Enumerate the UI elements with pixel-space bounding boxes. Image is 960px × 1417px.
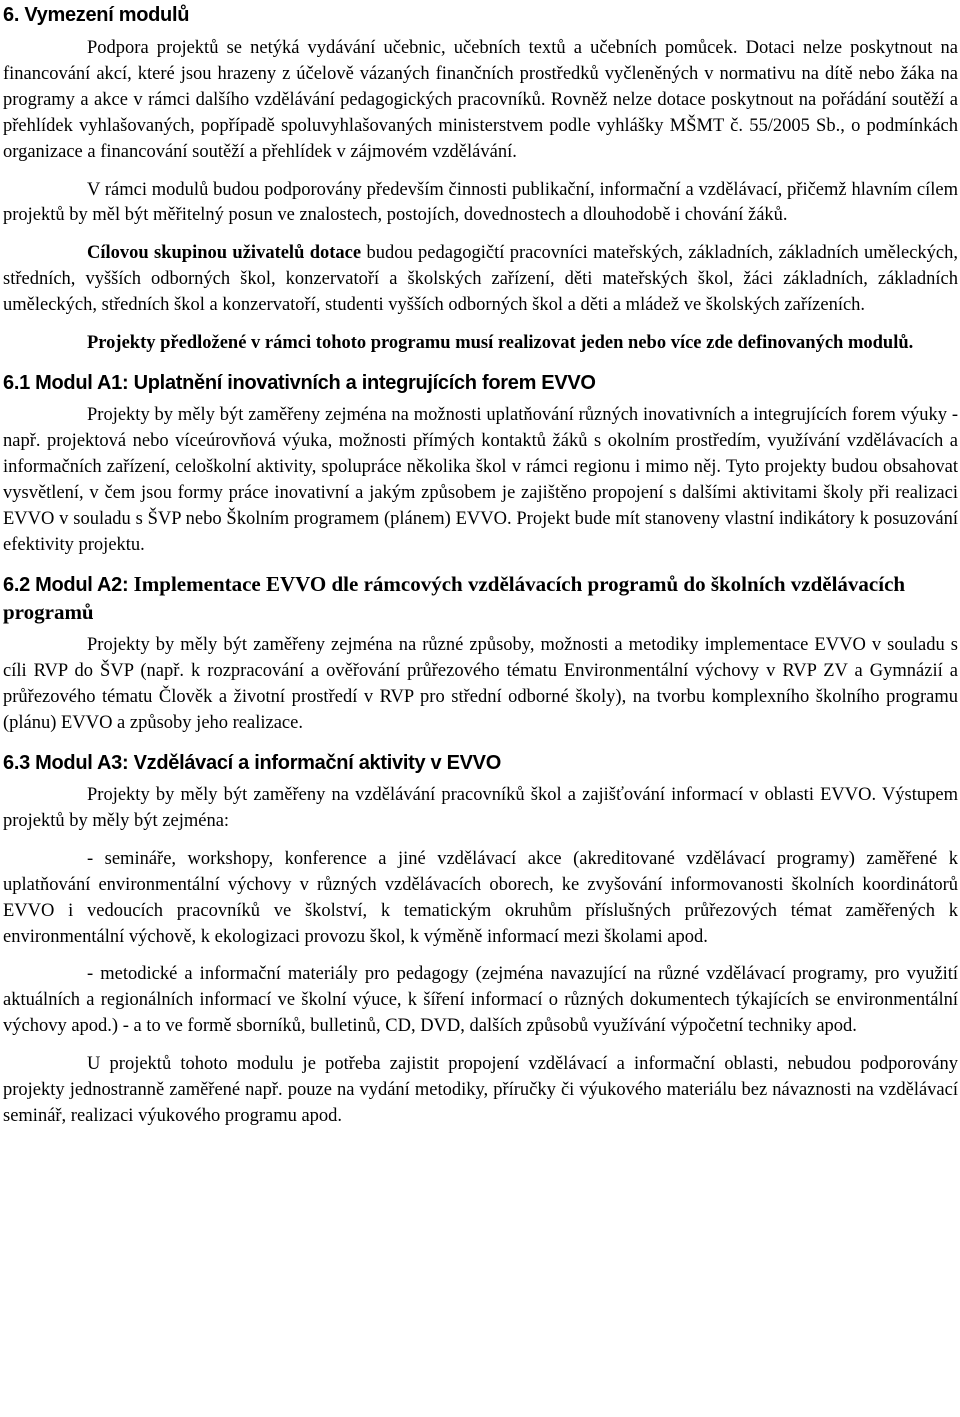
section-heading: 6. Vymezení modulů xyxy=(3,4,190,26)
module-a3-item-materials: - metodické a informační materiály pro pedagogy (zejména navazující na různé vzdělávací programy, pro využití aktuálních a regionálních informací ve školní výuce, k šíření informací o různých dokumentech týkajících se environmentální výchovy apod.) - a to ve formě sborníků, bulletinů, CD, DVD, dalších způsobů využívání výpočetní techniky apod. xyxy=(3,964,958,1037)
paragraph-restrictions: Podpora projektů se netýká vydávání učebnic, učebních textů a učebních pomůcek. Dotaci nelze poskytnout na financování akcí, které jsou hrazeny z účelově vázaných finančních prostředků vyčleněných v normativu na dítě nebo žáka na programy a akce v rámci dalšího vzdělávání pedagogických pracovníků. Rovněž nelze dotace poskytnout na pořádání soutěží a přehlídek vyhlašovaných, popřípadě spoluvyhlašovaných ministerstvem podle vyhlášky MŠMT č. 55/2005 Sb., o podmínkách organizace a financování soutěží a přehlídek v zájmovém vzdělávání. xyxy=(3,38,958,162)
module-a3-item-seminars: - semináře, workshopy, konference a jiné vzdělávací akce (akreditované vzdělávací programy) zaměřené k uplatňování environmentální výchovy v různých vzdělávacích oborech, ke zvyšování informovanosti školních koordinátorů EVVO i vedoucích pracovníků ve školství, k tematickým okruhům příslušných průřezových témat zaměřených k environmentální výchově, k ekologizaci provozu škol, k výměně informací mezi školami apod. xyxy=(3,848,958,947)
target-group-text: budou pedagogičtí pracovníci mateřských, základních, základních uměleckých, středních, vyšších odborných škol, konzervatoří a školských zařízení, děti mateřských škol, žáci základních, základních uměleckých, středních škol a konzervatoří, studenti vyšších odborných škol a děti a mládež ve školských zařízeních. xyxy=(3,243,958,316)
target-group-lead: Cílovou skupinou uživatelů dotace xyxy=(87,243,362,264)
module-a2-heading xyxy=(3,571,958,627)
module-a3-intro: Projekty by měly být zaměřeny na vzdělávání pracovníků škol a zajišťování informací v oblasti EVVO. Výstupem projektů by měly být zejména: xyxy=(3,785,958,831)
module-a2-heading-title: Implementace EVVO dle rámcových vzdělávacích programů do školních vzdělávacích programů xyxy=(3,572,906,625)
module-a2-heading-prefix: 6.2 Modul A2: xyxy=(3,574,129,597)
paragraph-requirement: Projekty předložené v rámci tohoto programu musí realizovat jeden nebo více zde definovaných modulů. xyxy=(87,333,914,354)
module-a1-text: Projekty by měly být zaměřeny zejména na možnosti uplatňování různých inovativních a integrujících forem výuky - např. projektová nebo víceúrovňová výuka, možnosti přímých kontaktů žáků s okolním prostředím, využívání vzdělávacích a informačních zařízení, celoškolní aktivity, spolupráce několika škol v rámci regionu i mimo něj. Tyto projekty budou obsahovat vysvětlení, v čem jsou formy práce inovativní a jakým způsobem je zajištěno propojení s dalšími aktivitami školy při realizaci EVVO v souladu s ŠVP nebo Školním programem (plánem) EVVO. Projekt bude mít stanoveny vlastní indikátory k posuzování efektivity projektu. xyxy=(3,404,958,555)
module-a3-heading: 6.3 Modul A3: Vzdělávací a informační aktivity v EVVO xyxy=(3,752,501,775)
module-a3-closing: U projektů tohoto modulu je potřeba zajistit propojení vzdělávací a informační oblasti, nebudou podporovány projekty jednostranně zaměřené např. pouze na vydání metodiky, příručky či výukového materiálu bez návaznosti na vzdělávací seminář, realizaci výukového programu apod. xyxy=(3,1054,958,1126)
document-page xyxy=(3,0,958,1142)
paragraph-target-group xyxy=(3,241,958,319)
module-a1-heading: 6.1 Modul A1: Uplatnění inovativních a integrujících forem EVVO xyxy=(3,371,596,394)
module-a2-text: Projekty by měly být zaměřeny zejména na různé způsoby, možnosti a metodiky implementace EVVO v souladu s cíli RVP do ŠVP (např. k rozpracování a ověřování průřezového tématu Environmentální výchovy v RVP ZV a Gymnázií a průřezového tématu Člověk a životní prostředí v RVP pro střední odborné školy), na tvorbu komplexního školního programu (plánu) EVVO a způsoby jeho realizace. xyxy=(3,635,958,734)
paragraph-support-focus: V rámci modulů budou podporovány především činnosti publikační, informační a vzdělávací, přičemž hlavním cílem projektů by měl být měřitelný posun ve znalostech, postojích, dovednostech a dlouhodobě i chování žáků. xyxy=(3,179,958,226)
